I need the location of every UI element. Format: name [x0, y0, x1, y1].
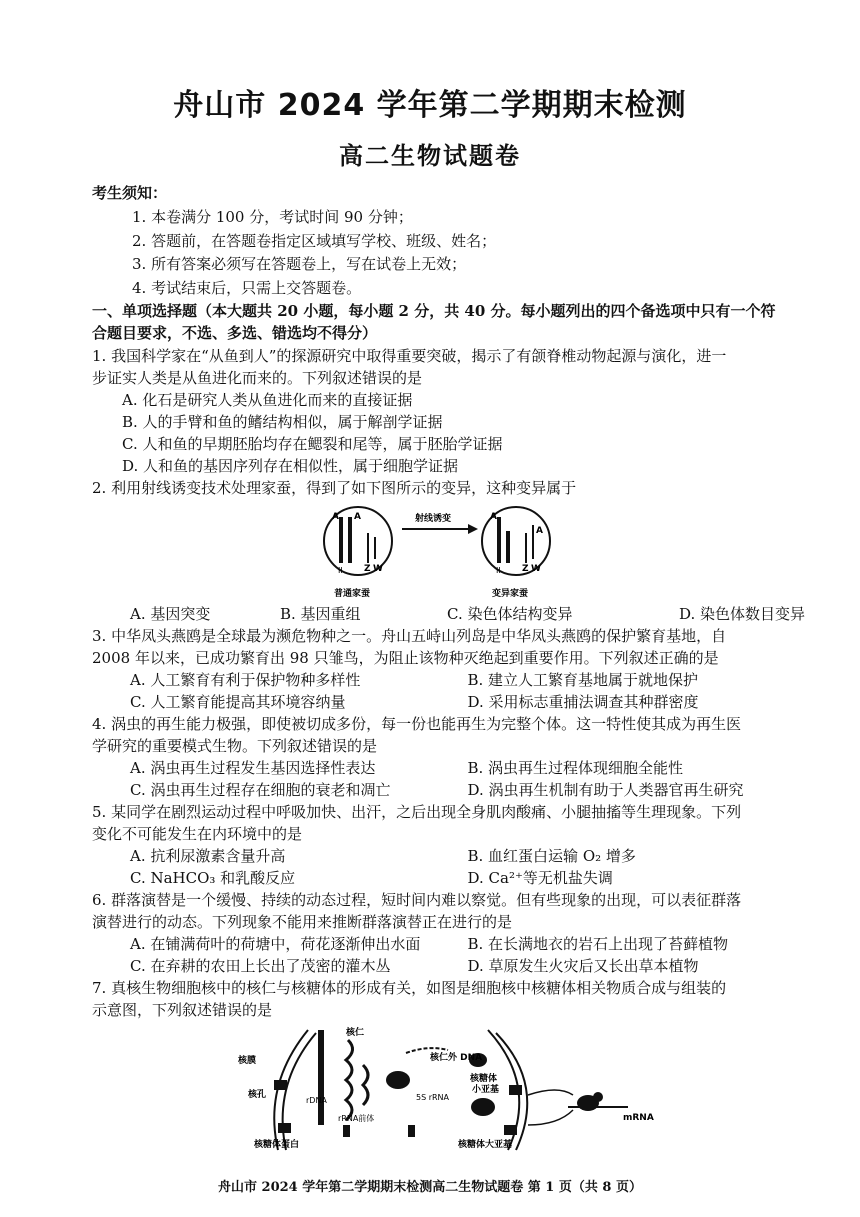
- gene-label-a: A: [354, 512, 361, 522]
- option-d: D. 人和鱼的基因序列存在相似性，属于细胞学证据: [122, 457, 459, 475]
- label-membrane: 核膜: [238, 1056, 257, 1066]
- question-7-stem: 示意图，下列叙述错误的是: [92, 1001, 273, 1019]
- question-3-options: [92, 669, 805, 691]
- option-d: D. 采用标志重捕法调查其种群密度: [467, 693, 699, 711]
- question-5-options: [92, 845, 805, 867]
- page-footer: 舟山市 2024 学年第二学期期末检测高二生物试题卷 第 1 页（共 8 页）: [218, 1180, 642, 1195]
- question-6-stem: 演替进行的动态。下列现象不能用来推断群落演替正在进行的是: [92, 913, 513, 931]
- label-protein: 核糖体蛋白: [254, 1140, 300, 1150]
- chromosome-label: W: [373, 564, 383, 574]
- exam-subtitle: 高二生物试题卷: [339, 142, 521, 170]
- question-5-stem: 5. 某同学在剧烈运动过程中呼吸加快、出汗，之后出现全身肌肉酸痛、小腿抽搐等生理现象。下列: [92, 803, 742, 821]
- label-small-subunit: 核糖体: [470, 1074, 498, 1084]
- option-a: A. 人工繁育有利于保护物种多样性: [130, 671, 361, 689]
- nuclear-pore: [274, 1080, 287, 1090]
- chromosome-label: W: [531, 564, 541, 574]
- section-heading: 一、单项选择题（本大题共 20 小题，每小题 2 分，共 40 分。每小题列出的四个备选项中只有一个符 合题目要求，不选、多选、错选均不得分）: [92, 302, 776, 342]
- option-d: D. 草原发生火灾后又长出草本植物: [467, 957, 699, 975]
- question-stem: 步证实人类是从鱼进化而来的。下列叙述错误的是: [92, 369, 423, 387]
- label-small-subunit: 小亚基: [472, 1085, 500, 1095]
- label-precursor: rRNA前体: [338, 1114, 375, 1123]
- option-c: C. 染色体结构变异: [447, 605, 573, 623]
- gene-label-a: A: [490, 512, 497, 522]
- option-c: C. 涡虫再生过程存在细胞的衰老和凋亡: [130, 781, 391, 799]
- notice-item: 4. 考试结束后，只需上交答题卷。: [132, 278, 362, 297]
- question-4-options: [92, 757, 805, 779]
- questions-3-7: [92, 625, 805, 1021]
- option-b: B. 建立人工繁育基地属于就地保护: [467, 671, 699, 689]
- option-b: B. 人的手臂和鱼的鳍结构相似，属于解剖学证据: [122, 413, 443, 431]
- chromosome-label: II: [338, 566, 343, 575]
- notice-item: 3. 所有答案必须写在答题卷上，写在试卷上无效；: [132, 255, 467, 273]
- option-c: C. 人工繁育能提高其环境容纳量: [130, 693, 346, 711]
- label-mrna: mRNA: [623, 1113, 654, 1123]
- label-nucleolus: 核仁: [346, 1028, 365, 1038]
- question-6-options: [92, 955, 805, 977]
- label-pore: 核孔: [248, 1090, 267, 1100]
- question-4-options: [92, 779, 805, 801]
- option-a: A. 化石是研究人类从鱼进化而来的直接证据: [122, 391, 413, 409]
- notice-list: [132, 206, 496, 300]
- option-d: D. 涡虫再生机制有助于人类器官再生研究: [467, 781, 744, 799]
- option-a: A. 涡虫再生过程发生基因选择性表达: [130, 759, 376, 777]
- option-c: C. 人和鱼的早期胚胎均存在鳃裂和尾等，属于胚胎学证据: [122, 435, 503, 453]
- label-5s-rrna: 5S rRNA: [416, 1093, 450, 1102]
- question-4-stem: 4. 涡虫的再生能力极强，即使被切成多份，每一份也能再生为完整个体。这一特性使其成为再生医: [92, 715, 742, 733]
- question-3-stem: 2008 年以来，已成功繁育出 98 只雏鸟，为阻止该物种灭绝起到重要作用。下列叙述正确的是: [92, 649, 719, 667]
- rdna-strand: [318, 1030, 324, 1125]
- option-b: B. 基因重组: [280, 605, 361, 623]
- option-a: A. 基因突变: [130, 605, 211, 623]
- question-4-stem: 学研究的重要模式生物。下列叙述错误的是: [92, 737, 378, 755]
- question-stem: 2. 利用射线诱变技术处理家蚕，得到了如下图所示的变异，这种变异属于: [92, 479, 577, 497]
- question-3-options: [92, 691, 805, 713]
- notice-item: 1. 本卷满分 100 分，考试时间 90 分钟；: [132, 208, 413, 226]
- question-2-options: [92, 603, 805, 625]
- fig-caption-right: 变异家蚕: [492, 589, 529, 599]
- gene-label-a: A: [332, 512, 339, 522]
- option-c: C. 在弃耕的农田上长出了茂密的灌木丛: [130, 957, 391, 975]
- option-d: D. 染色体数目变异: [678, 605, 806, 623]
- mutation-figure: [320, 497, 555, 603]
- fig-caption-left: 普通家蚕: [334, 589, 371, 599]
- option-a: A. 抗利尿激素含量升高: [130, 847, 286, 865]
- option-b: B. 血红蛋白运输 O₂ 增多: [467, 847, 636, 865]
- label-extra-dna: 核仁外 DNA: [430, 1053, 483, 1063]
- option-b: B. 涡虫再生过程体现细胞全能性: [467, 759, 684, 777]
- option-a: A. 在铺满荷叶的荷塘中，荷花逐渐伸出水面: [130, 935, 421, 953]
- question-7-stem: 7. 真核生物细胞核中的核仁与核糖体的形成有关，如图是细胞核中核糖体相关物质合成与组装的: [92, 979, 727, 997]
- gene-label-a: A: [536, 526, 543, 536]
- arrow-label: 射线诱变: [415, 514, 452, 524]
- question-5-stem: 变化不可能发生在内环境中的是: [92, 825, 303, 843]
- question-6-options: [92, 933, 805, 955]
- nucleus-figure: [238, 1025, 678, 1155]
- label-rdna: rDNA: [306, 1096, 327, 1105]
- notice-item: 2. 答题前，在答题卷指定区域填写学校、班级、姓名；: [132, 231, 497, 250]
- chromosome-label: II: [496, 566, 501, 575]
- chromosome-label: Z: [364, 564, 371, 574]
- option-b: B. 在长满地衣的岩石上出现了苔藓植物: [467, 935, 729, 953]
- exam-title: 舟山市 2024 学年第二学期期末检测: [173, 88, 687, 123]
- question-6-stem: 6. 群落演替是一个缓慢、持续的动态过程，短时间内难以察觉。但有些现象的出现，可以表征群落: [92, 891, 742, 909]
- question-5-options: [92, 867, 805, 889]
- question-1: [92, 345, 805, 499]
- ribosome-subunit: [386, 1071, 410, 1089]
- question-stem: 1. 我国科学家在“从鱼到人”的探源研究中取得重要突破，揭示了有颌脊椎动物起源与演化，进一: [92, 347, 727, 365]
- chromosome-label: Z: [522, 564, 529, 574]
- option-d: D. Ca²⁺等无机盐失调: [467, 869, 613, 887]
- option-c: C. NaHCO₃ 和乳酸反应: [130, 869, 296, 887]
- question-3-stem: 3. 中华凤头燕鸥是全球最为濒危物种之一。舟山五峙山列岛是中华凤头燕鸥的保护繁育基地，自: [92, 627, 727, 645]
- notice-heading: 考生须知：: [92, 184, 168, 202]
- label-large-subunit: 核糖体大亚基: [458, 1140, 513, 1150]
